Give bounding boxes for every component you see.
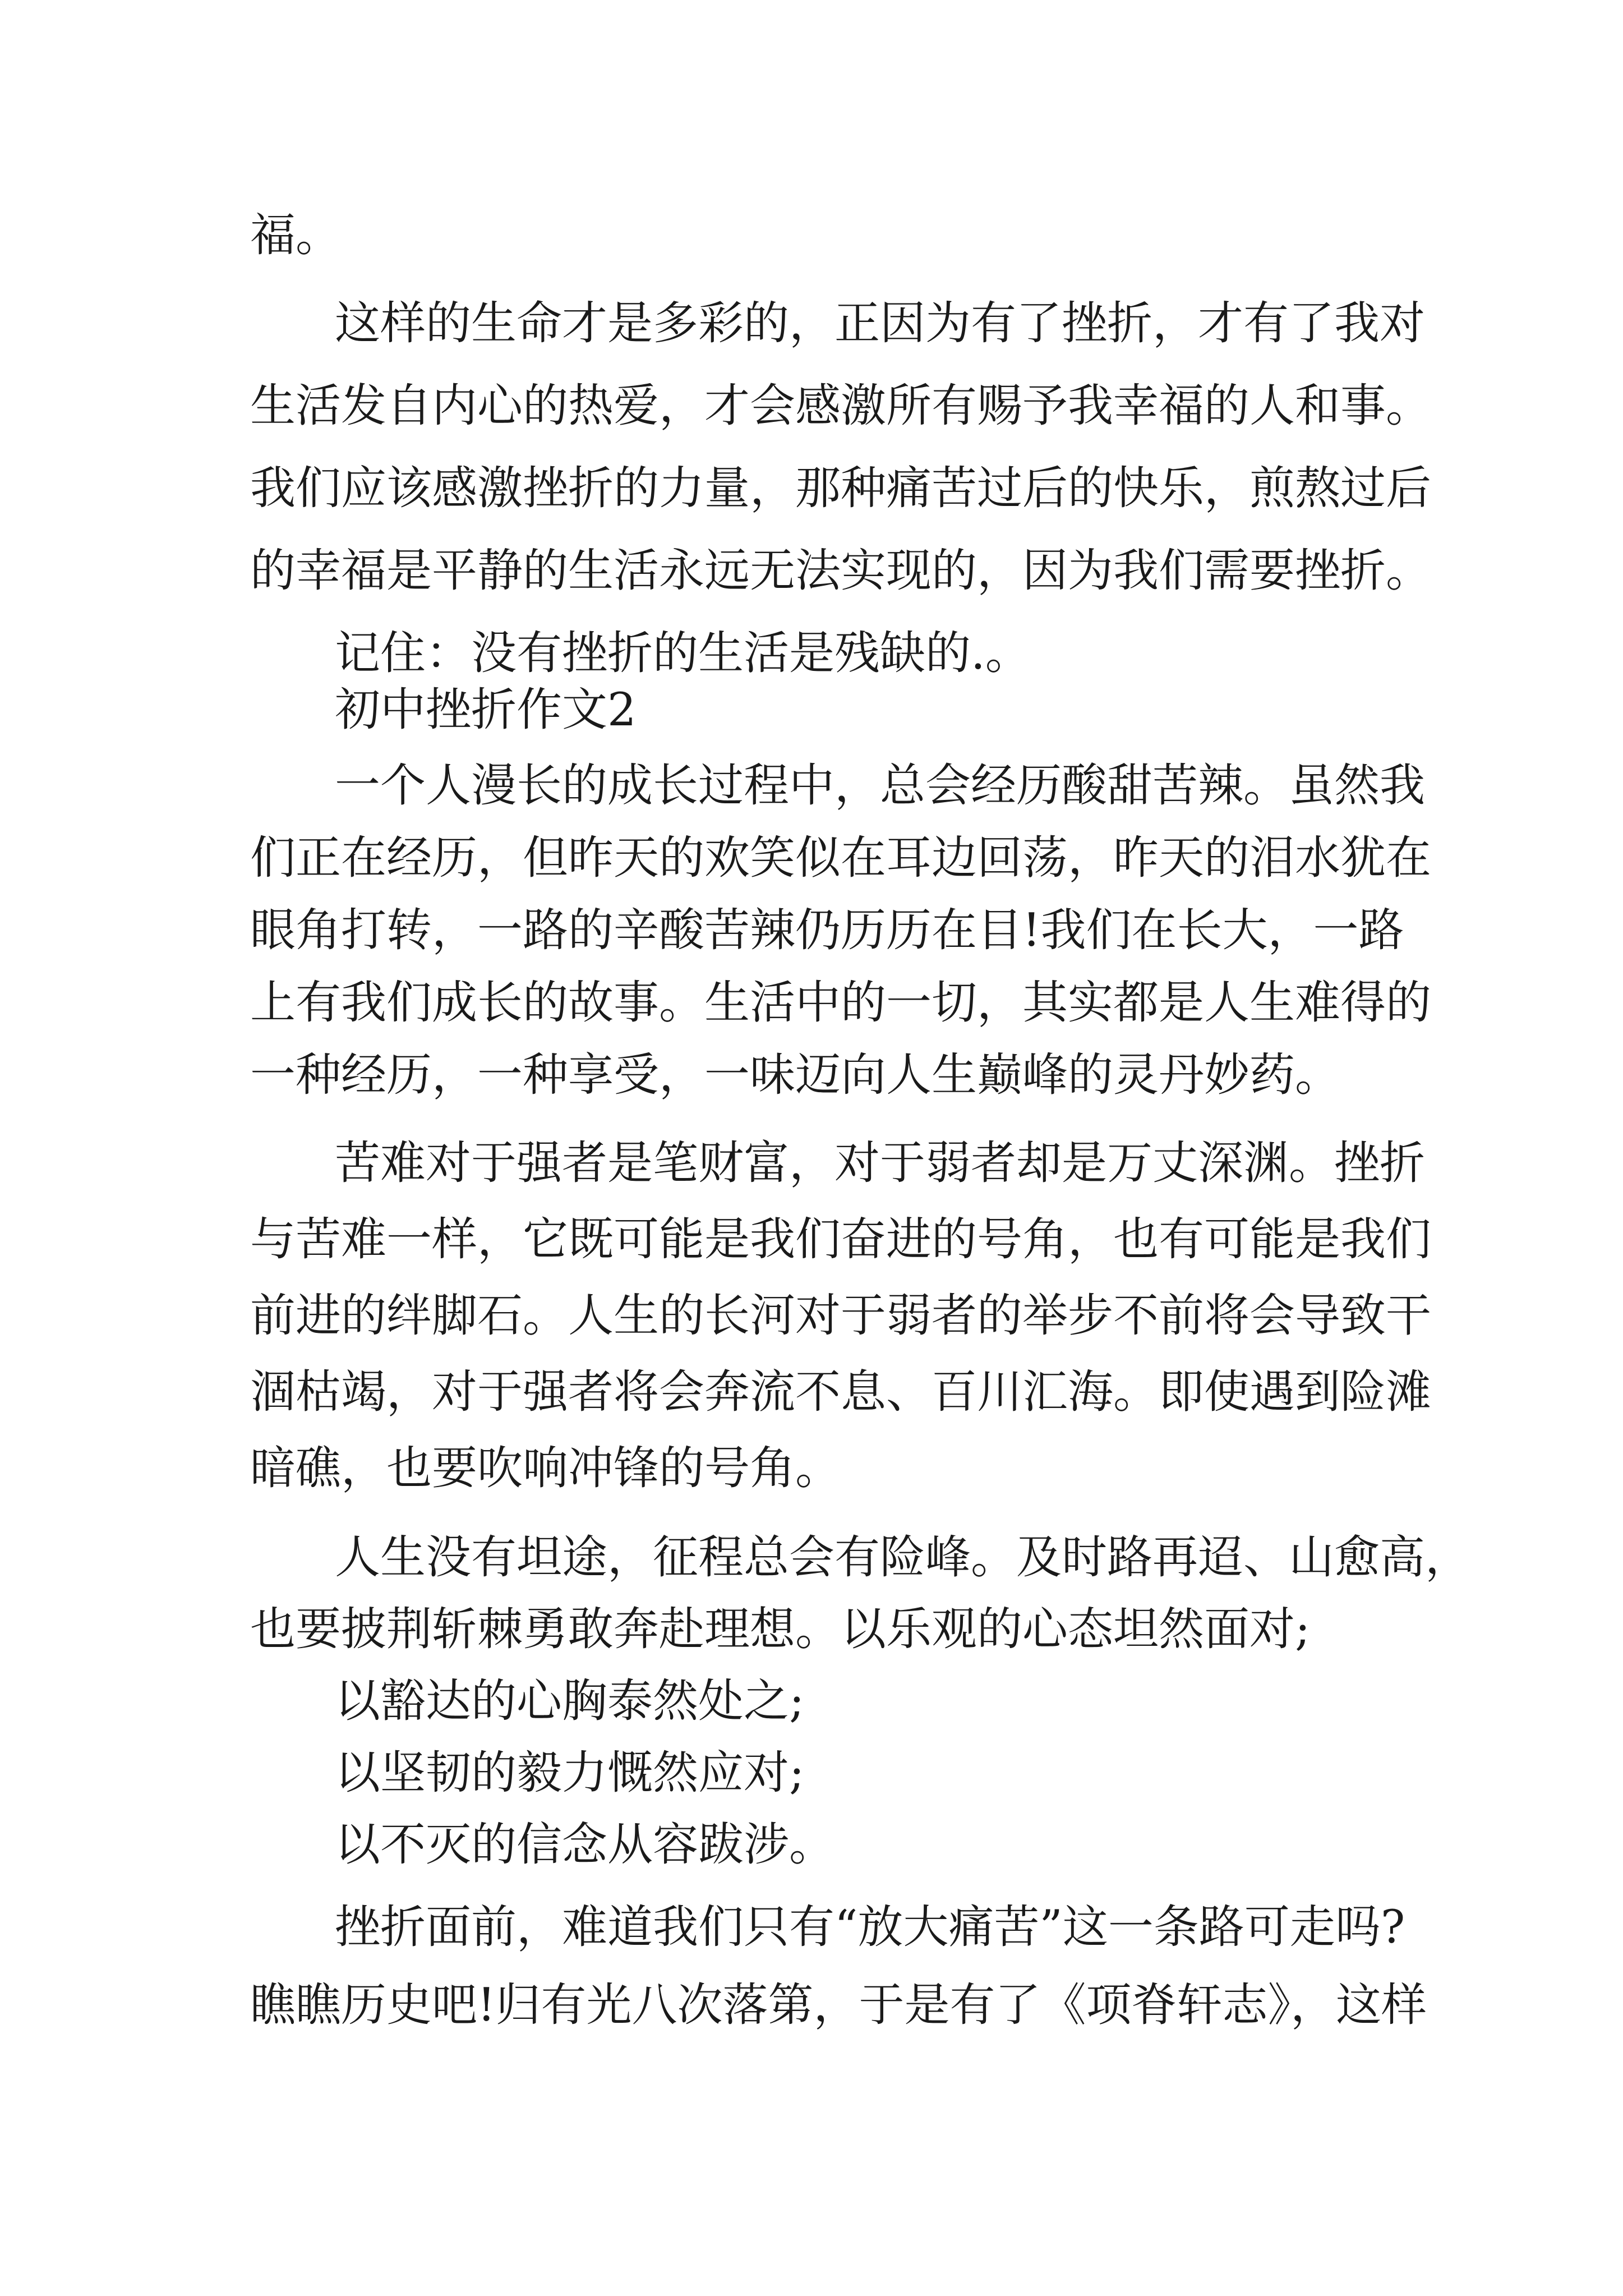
text-line: 一种经历，一种享受，一味迈向人生巅峰的灵丹妙药。 <box>250 1049 1341 1102</box>
text-line: 瞧瞧历史吧!归有光八次落第，于是有了《项脊轩志》，这样 <box>250 1979 1427 2032</box>
text-line: 与苦难一样，它既可能是我们奋进的号角，也有可能是我们 <box>250 1213 1432 1266</box>
text-line: 前进的绊脚石。人生的长河对于弱者的举步不前将会导致干 <box>250 1290 1432 1342</box>
text-line: 记住：没有挫折的生活是残缺的.。 <box>335 627 1031 680</box>
text-line: 苦难对于强者是笔财富，对于弱者却是万丈深渊。挫折 <box>335 1137 1426 1190</box>
text-line: 人生没有坦途，征程总会有险峰。及时路再迢、山愈高， <box>335 1531 1471 1584</box>
text-line: 的幸福是平静的生活永远无法实现的，因为我们需要挫折。 <box>250 545 1432 597</box>
text-line: 福。 <box>250 209 342 262</box>
text-line: 们正在经历，但昨天的欢笑似在耳边回荡，昨天的泪水犹在 <box>250 832 1432 885</box>
text-line: 我们应该感激挫折的力量，那种痛苦过后的快乐，煎熬过后 <box>250 462 1432 515</box>
text-line: 以豁达的心胸泰然处之; <box>335 1675 805 1728</box>
section-heading: 初中挫折作文2 <box>335 684 637 737</box>
text-line: 挫折面前，难道我们只有“放大痛苦”这一条路可走吗? <box>335 1901 1405 1954</box>
text-line: 以不灭的信念从容跋涉。 <box>335 1819 835 1871</box>
text-line: 眼角打转，一路的辛酸苦辣仍历历在目!我们在长大，一路 <box>250 904 1404 957</box>
text-line: 这样的生命才是多彩的，正因为有了挫折，才有了我对 <box>335 297 1426 350</box>
text-line: 暗礁，也要吹响冲锋的号角。 <box>250 1442 841 1495</box>
text-line: 涸枯竭，对于强者将会奔流不息、百川汇海。即使遇到险滩 <box>250 1366 1432 1419</box>
text-line: 生活发自内心的热爱，才会感激所有赐予我幸福的人和事。 <box>250 380 1432 432</box>
text-line: 上有我们成长的故事。生活中的一切，其实都是人生难得的 <box>250 977 1432 1029</box>
text-line: 一个人漫长的成长过程中，总会经历酸甜苦辣。虽然我 <box>335 760 1426 812</box>
text-line: 以坚韧的毅力慨然应对; <box>335 1747 805 1800</box>
text-line: 也要披荆斩棘勇敢奔赴理想。以乐观的心态坦然面对; <box>250 1603 1311 1656</box>
